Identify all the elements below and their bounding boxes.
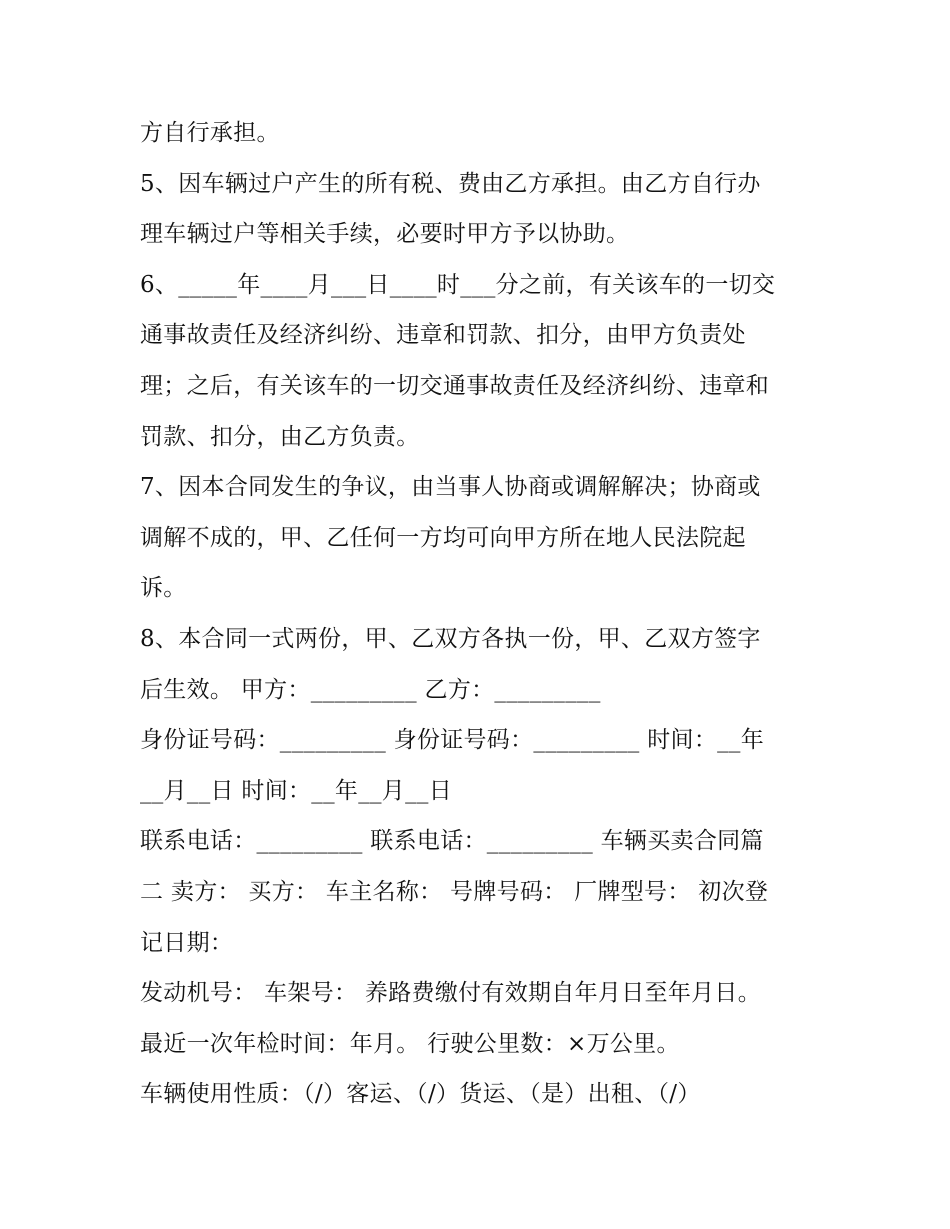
text-line: 理；之后，有关该车的一切交通事故责任及经济纠纷、违章和 <box>140 372 770 399</box>
text-line: 车辆使用性质：（/）客运、（/）货运、（是）出租、（/） <box>140 1081 701 1108</box>
text-line: 方自行承担。 <box>140 120 280 146</box>
text-line: 诉。 <box>140 575 187 602</box>
text-line: 通事故责任及经济纠纷、违章和罚款、扣分，由甲方负责处 <box>140 322 746 349</box>
text-line: 二 卖方： 买方： 车主名称： 号牌号码： 厂牌型号： 初次登 <box>140 878 769 905</box>
text-line: 调解不成的，甲、乙任何一方均可向甲方所在地人民法院起 <box>140 524 746 551</box>
text-line: __月__日 时间：__年__月__日 <box>140 777 453 804</box>
text-line: 最近一次年检时间：年月。 行驶公里数：×万公里。 <box>140 1030 680 1057</box>
document-page <box>140 108 820 1120</box>
text-line: 7、因本合同发生的争议，由当事人协商或调解解决；协商或 <box>140 474 761 501</box>
text-line: 8、本合同一式两份，甲、乙双方各执一份，甲、乙双方签字 <box>140 625 761 652</box>
text-line: 理车辆过户等相关手续，必要时甲方予以协助。 <box>140 221 630 248</box>
text-line: 记日期： <box>140 929 234 956</box>
text-line: 罚款、扣分，由乙方负责。 <box>140 423 420 450</box>
text-line: 发动机号： 车架号： 养路费缴付有效期自年月日至年月日。 <box>140 980 762 1007</box>
text-line: 联系电话：_________ 联系电话：_________ 车辆买卖合同篇 <box>140 828 764 855</box>
text-line: 后生效。 甲方：_________ 乙方：_________ <box>140 676 601 703</box>
text-line: 5、因车辆过户产生的所有税、费由乙方承担。由乙方自行办 <box>140 170 761 197</box>
text-line: 6、_____年____月___日____时___分之前，有关该车的一切交 <box>140 271 776 298</box>
text-line: 身份证号码：_________ 身份证号码：_________ 时间：__年 <box>140 727 765 754</box>
